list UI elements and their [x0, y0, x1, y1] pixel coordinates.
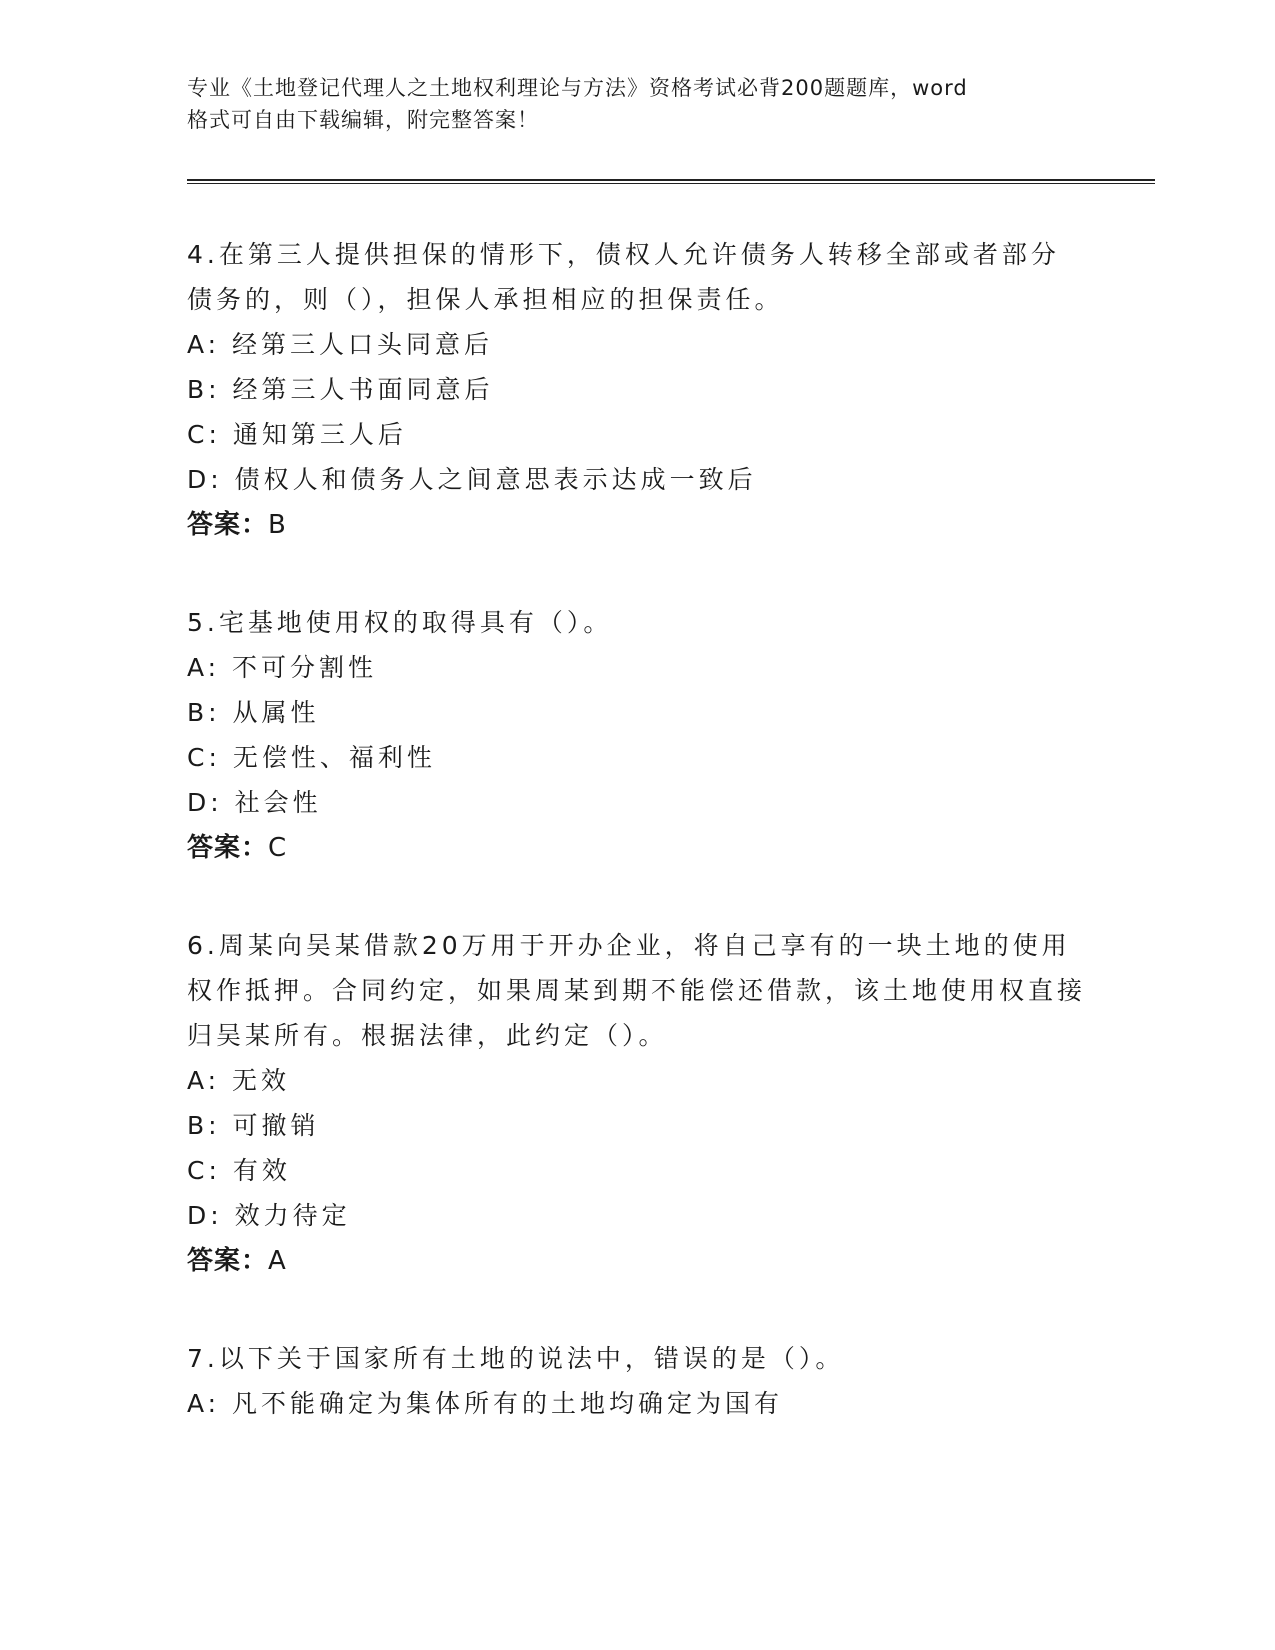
option-a: A: 不可分割性 — [187, 653, 378, 682]
answer-value: B — [268, 510, 287, 540]
document-header — [187, 72, 1087, 136]
option-b: B: 可撤销 — [187, 1111, 320, 1140]
answer-value: C — [268, 833, 288, 863]
question-list — [187, 232, 1087, 1478]
option-b: B: 经第三人书面同意后 — [187, 375, 494, 404]
option-d: D: 效力待定 — [187, 1201, 351, 1230]
question-stem: 7.以下关于国家所有土地的说法中，错误的是（）。 — [187, 1344, 845, 1373]
answer-label: 答案： — [187, 833, 269, 863]
option-c: C: 无偿性、福利性 — [187, 743, 436, 772]
option-c: C: 有效 — [187, 1156, 291, 1185]
question-5 — [187, 600, 1087, 871]
answer-line — [187, 825, 1087, 871]
option-a: A: 经第三人口头同意后 — [187, 330, 494, 359]
question-stem: 5.宅基地使用权的取得具有（）。 — [187, 608, 613, 637]
question-stem: 6.周某向吴某借款20万用于开办企业，将自己享有的一块土地的使用权作抵押。合同约定，如果周某到期不能偿还借款，该土地使用权直接归吴某所有。根据法律，此约定（）。 — [187, 931, 1087, 1050]
header-line-1: 专业《土地登记代理人之土地权利理论与方法》资格考试必背200题题库，word — [187, 76, 968, 100]
option-a: A: 无效 — [187, 1066, 291, 1095]
option-c: C: 通知第三人后 — [187, 420, 407, 449]
answer-line — [187, 1238, 1087, 1284]
answer-value: A — [268, 1246, 287, 1276]
question-stem: 4.在第三人提供担保的情形下，债权人允许债务人转移全部或者部分债务的，则（），担保人承担相应的担保责任。 — [187, 240, 1060, 314]
answer-line — [187, 502, 1087, 548]
option-b: B: 从属性 — [187, 698, 320, 727]
option-d: D: 债权人和债务人之间意思表示达成一致后 — [187, 465, 757, 494]
header-line-2: 格式可自由下载编辑，附完整答案！ — [187, 108, 539, 132]
answer-label: 答案： — [187, 510, 269, 540]
question-7 — [187, 1336, 1087, 1426]
question-6 — [187, 923, 1087, 1284]
option-d: D: 社会性 — [187, 788, 322, 817]
answer-label: 答案： — [187, 1246, 269, 1276]
header-divider — [187, 179, 1155, 184]
question-4 — [187, 232, 1087, 548]
option-a: A: 凡不能确定为集体所有的土地均确定为国有 — [187, 1389, 784, 1418]
